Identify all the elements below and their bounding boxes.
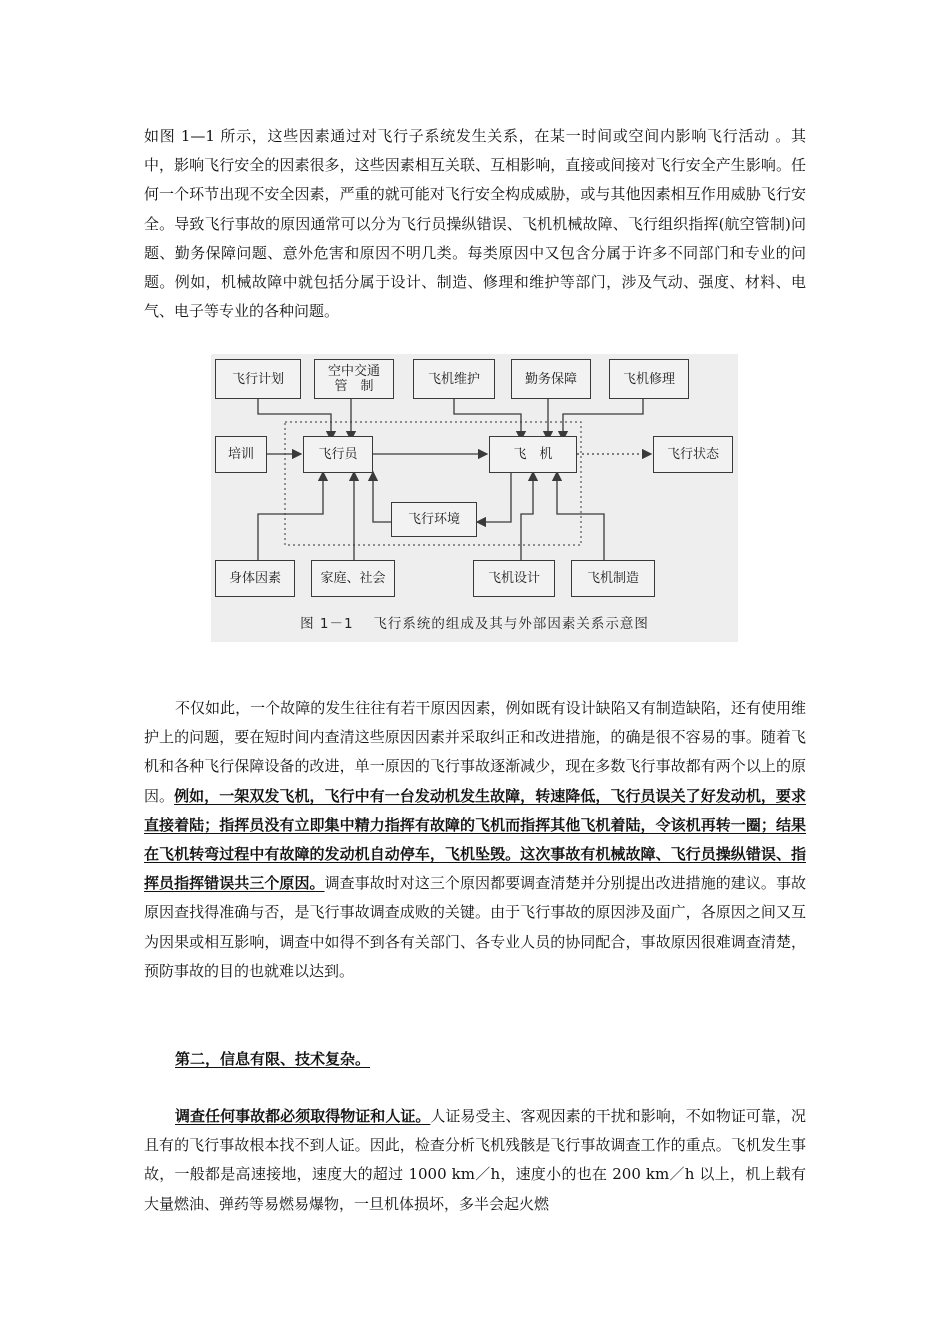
node-flight-environment: 飞行环境	[391, 502, 477, 537]
node-aircraft-maintenance: 飞机维护	[413, 359, 495, 399]
section-heading	[144, 1045, 806, 1074]
paragraph-2-tail: 调查事故时对这三个原因都要调查清楚并分别提出改进措施的建议。事故原因查找得准确与否，是飞行事故调查成败的关键。由于飞行事故的原因涉及面广，各原因之间又互为因果或相互影响，调查中如得不到各有关部门、各专业人员的协同配合，事故原因很难调查清楚，预防事故的目的也就难以达到。	[144, 874, 806, 980]
paragraph-4-bold: 调查任何事故都必须取得物证和人证。	[175, 1107, 431, 1125]
node-aircraft-manufacture: 飞机制造	[571, 560, 655, 597]
arrow-physical-to-pilot	[258, 472, 323, 562]
arrow-flight-plan-to-pilot	[258, 398, 331, 440]
node-aircraft-repair: 飞机修理	[609, 359, 689, 399]
paragraph-2-lead: 不仅如此，一个故障的发生往往有若干原因因素，例如既有设计缺陷又有制造缺陷，还有使用维护上的问题，要在短时间内查清这些原因因素并采取纠正和改进措施，的确是很不容易的事。随着飞机和各种飞行保障设备的改进，单一原因的飞行事故逐渐减少，现在多数飞行事故都有两个以上的原因。	[144, 699, 806, 805]
node-flight-plan: 飞行计划	[215, 359, 301, 399]
paragraph-1	[144, 122, 806, 326]
figure-flight-system-diagram	[211, 354, 738, 642]
arrow-environment-to-pilot	[373, 472, 391, 522]
figure-caption: 图 1－1 飞行系统的组成及其与外部因素关系示意图	[300, 616, 649, 632]
node-training: 培训	[215, 436, 267, 473]
paragraph-2-bold-example: 例如，一架双发飞机，飞行中有一台发动机发生故障，转速降低，飞行员误关了好发动机，要求直接着陆；指挥员没有立即集中精力指挥有故障的飞机而指挥其他飞机着陆，令该机再转一圈；结果在飞机转弯过程中有故障的发动机自动停车，飞机坠毁。这次事故有机械故障、飞行员操纵错误、指挥员指挥错误共三个原因。	[144, 786, 806, 893]
paragraph-2	[144, 694, 806, 986]
paragraph-4	[144, 1102, 806, 1219]
arrow-aircraft-to-environment	[477, 472, 511, 522]
paragraph-1-text: 如图 1—1 所示，这些因素通过对飞行子系统发生关系，在某一时间或空间内影响飞行活动 。其中，影响飞行安全的因素很多，这些因素相互关联、互相影响，直接或间接对飞行安全产生影响。任何一个环节出现不安全因素，严重的就可能对飞行安全构成威胁，或与其他因素相互作用威胁飞行安全。导致飞行事故的原因通常可以分为飞行员操纵错误、飞机机械故障、飞行组织指挥(航空管制)问题、勤务保障问题、意外危害和原因不明几类。每类原因中又包含分属于许多不同部门和专业的问题。例如，机械故障中就包括分属于设计、制造、修理和维护等部门，涉及气动、强度、材料、电气、电子等专业的各种问题。	[144, 127, 806, 321]
node-family-society: 家庭、社会	[311, 560, 395, 597]
node-ground-support: 勤务保障	[511, 359, 591, 399]
node-pilot: 飞行员	[303, 436, 373, 473]
node-aircraft: 飞 机	[489, 436, 577, 473]
node-physical-factors: 身体因素	[215, 560, 295, 597]
paragraph-4-tail: 人证易受主、客观因素的干扰和影响，不如物证可靠，况且有的飞行事故根本找不到人证。因此，检查分析飞机残骸是飞行事故调查工作的重点。飞机发生事故，一般都是高速接地，速度大的超过 1000 km／h，速度小的也在 200 km／h 以上，机上载有大量燃油、弹药等易燃易爆物，一旦机体损坏，多半会起火燃	[144, 1107, 806, 1213]
arrow-design-to-aircraft	[521, 472, 533, 562]
node-aircraft-design: 飞机设计	[473, 560, 555, 597]
arrow-repair-to-aircraft	[563, 398, 643, 440]
node-air-traffic-control: 空中交通 管 制	[314, 359, 394, 399]
heading-second-point: 第二，信息有限、技术复杂。	[175, 1050, 371, 1068]
arrow-maintenance-to-aircraft	[454, 398, 521, 440]
node-flight-state: 飞行状态	[653, 436, 733, 473]
